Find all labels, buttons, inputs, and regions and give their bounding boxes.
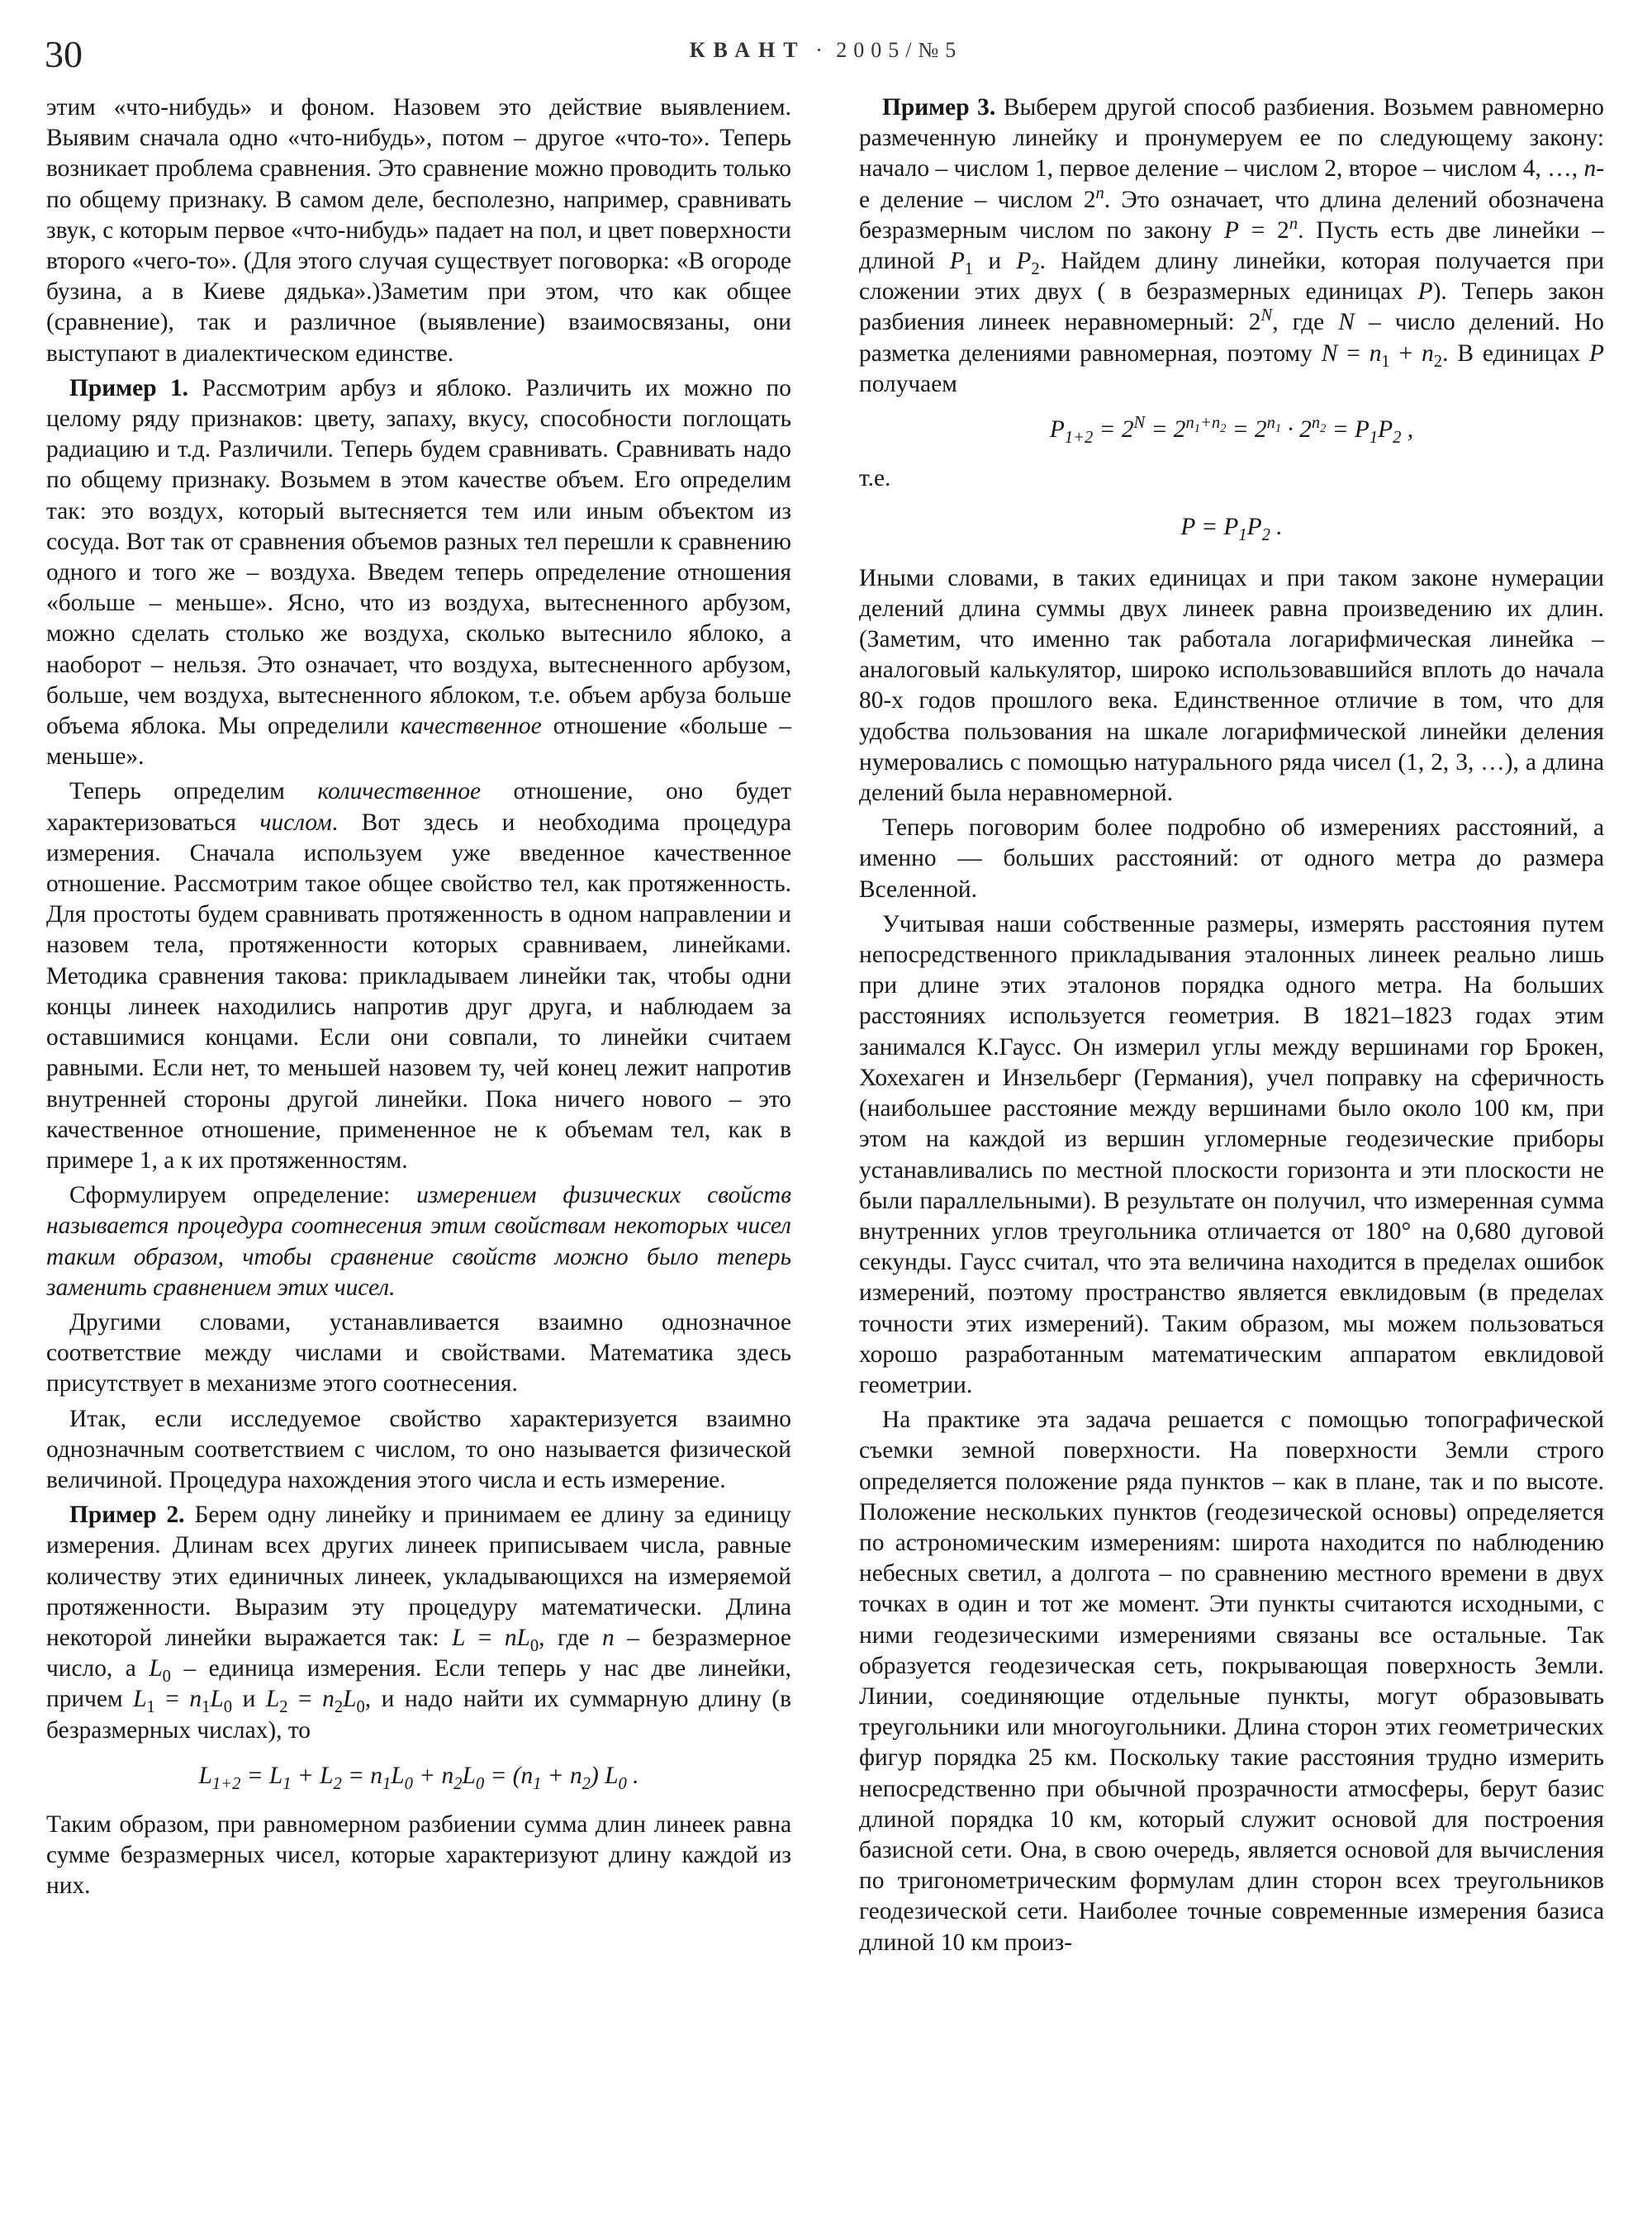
formula-result: $P = P_1P_2$ . (1180, 514, 1283, 545)
paragraph: Теперь определим количественное отношение, оно будет характеризоваться числом. Вот здесь и необходима процедура измерения. Сначала используем уже введенное качественное отношение. Рассмотрим такое общее свойство тел, как протяженность. Для простоты будем сравнивать протяженность в одном направлении и назовем тела, протяженности которых сравниваем, линейками. Методика сравнения такова: прикладываем линейки так, чтобы одни концы линеек находились напротив друг друга, и наблюдаем за оставшимися концами. Если они совпали, то линейки считаем равными. Если нет, то меньшей назовем ту, чей конец лежит напротив внутренней стороны другой линейки. Пока ничего нового – это качественное отношение, примененное не к объемам тел, как в примере 1, а к их протяженностям. (46, 778, 791, 1174)
issue-number: 2005/№5 (836, 38, 963, 62)
running-head-separator: · (815, 38, 827, 62)
paragraph: Иными словами, в таких единицах и при таком законе нумерации делений длина суммы двух линеек равна произведению их длин. (Заметим, что именно так работала логарифмическая линейка – аналоговый калькулятор, широко использовавшийся вплоть до начала 80-х годов прошлого века. Единственное отличие в том, что для удобства пользования на шкале логарифмической линейки деления нумеровались с помощью натурального ряда чисел (1, 2, 3, …), а длина делений была неравномерной. (859, 564, 1604, 807)
example-1-paragraph: Пример 1. Рассмотрим арбуз и яблоко. Различить их можно по целому ряду признаков: цвету, запаху, вкусу, способности поглощать радиацию и т.д. Различили. Теперь будем сравнивать. Сравнивать надо по общему признаку. Возьмем в этом качестве объем. Его определим так: это воздух, который вытесняется тем или иным объектом из сосуда. Вот так от сравнения объемов разных тел перешли к сравнению одного и того же – воздуха. Введем теперь определение отношения «больше – меньше». Ясно, что из воздуха, вытесненного арбузом, можно сделать столько же воздуха, сколько вытеснило яблоко, а наоборот – нельзя. Это означает, что воздуха, вытесненного арбузом, больше, чем воздуха, вытесненного яблоком, т.е. объем арбуза больше объема яблока. Мы определили качественное отношение «больше – меньше». (46, 374, 791, 771)
definition-paragraph: Сформулируем определение: измерением физических свойств называется процедура соотнесения этим свойствам некоторых чисел таким образом, чтобы сравнение свойств можно было теперь заменить сравнением этих чисел. (46, 1182, 791, 1301)
example-label: Пример 1. (69, 374, 189, 401)
paragraph: Таким образом, при равномерном разбиении сумма длин линеек равна сумме безразмерных чисел, которые характеризуют длину каждой из них. (46, 1810, 791, 1900)
example-label: Пример 2. (69, 1502, 185, 1529)
paragraph: Учитывая наши собственные размеры, измерять расстояния путем непосредственного прикладывания эталонных линеек реально лишь при длине этих эталонов порядка одного метра. На больших расстояниях используется геометрия. В 1821–1823 годах этим занимался К.Гаусс. Он измерил углы между вершинами гор Брокен, Хохехаген и Инзельберг (Германия), учел поправку на сферичность (наибольшее расстояние между вершинами было около 100 км, при этом на каждой из вершин угломерные геодезические приборы устанавливались по местной плоскости горизонта и эти плоскости не были параллельными). В результате он получил, что измеренная сумма внутренних углов треугольника отличается от 180° на 0,680 дуговой секунды. Гаусс считал, что эта величина находится в пределах ошибок измерений, поэтому пространство является евклидовым (в пределах точности этих измерений). Таким образом, мы можем пользоваться хорошо разработанным математическим аппаратом евклидовой геометрии. (859, 910, 1604, 1398)
left-column (46, 93, 791, 1906)
formula-product: $P_{1+2} = 2^N = 2^{n_1+n_2} = 2^{n_1} \cdot 2^{n_2} = P_1P_2$ , (1049, 414, 1414, 447)
page-header (0, 0, 1652, 91)
right-column (859, 93, 1604, 1962)
example-3-paragraph: Пример 3. Выберем другой способ разбиения. Возьмем равномерно размеченную линейку и пронумеруем ее по следующему закону: начало – числом 1, первое деление – числом 2, второе – числом 4, …, n-е деление – числом 2$^n$. Это означает, что длина делений обозначена безразмерным числом по закону $P = 2^n$. Пусть есть две линейки – длиной $P_1$ и $P_2$. Найдем длину линейки, которая получается при сложении этих двух ( в безразмерных единицах P). Теперь закон разбиения линеек неравномерный: $2^N$, где N – число делений. Но разметка делениями равномерная, поэтому $N = n_1 + n_2$. В единицах P получаем (859, 94, 1605, 397)
paragraph: Итак, если исследуемое свойство характеризуется взаимно однозначным соответствием с числом, то оно называется физической величиной. Процедура нахождения этого числа и есть измерение. (46, 1405, 791, 1493)
formula-sum-lengths: $L_{1+2} = L_1 + L_2 = n_1L_0 + n_2L_0 = (n_1 + n_2)$ $L_0$ . (198, 1762, 639, 1793)
journal-name: КВАНТ (689, 38, 806, 62)
page-number: 30 (45, 33, 83, 75)
example-2-paragraph: Пример 2. Берем одну линейку и принимаем ее длину за единицу измерения. Длинам всех других линеек приписываем числа, равные количеству этих единичных линеек, укладывающихся на измеряемой протяженности. Выразим эту процедуру математически. Длина некоторой линейки выражается так: $L = nL_0$, где n – безразмерное число, а $L_0$ – единица измерения. Если теперь у нас две линейки, причем $L_1 = n_1L_0$ и $L_2 = n_2L_0$, и надо найти их суммарную длину (в безразмерных числах), то (46, 1502, 791, 1744)
definition-text: измерением физических свойств называется процедура соотнесения этим свойствам некоторых чисел таким образом, чтобы сравнение свойств можно было теперь заменить сравнением этих чисел. (46, 1182, 791, 1301)
te-label: т.е. (859, 465, 891, 492)
paragraph: Теперь поговорим более подробно об измерениях расстояний, а именно — больших расстояний: от одного метра до размера Вселенной. (859, 814, 1604, 903)
running-head (0, 36, 1652, 64)
paragraph: этим «что-нибудь» и фоном. Назовем это действие выявлением. Выявим сначала одно «что-нибудь», потом – другое «что-то». Теперь возникает проблема сравнения. Это сравнение можно проводить только по общему признаку. В самом деле, бесполезно, например, сравнивать звук, с которым первое «что-нибудь» падает на пол, и цвет поверхности второго «чего-то». (Для этого случая существует поговорка: «В огороде бузина, а в Киеве дядька».)Заметим при этом, что как общее (сравнение), так и различное (выявление) взаимосвязаны, они выступают в диалектическом единстве. (46, 94, 791, 367)
paragraph: На практике эта задача решается с помощью топографической съемки земной поверхности. На поверхности Земли строго определяется положение ряда пунктов – как в плане, так и по высоте. Положение нескольких пунктов (геодезической основы) определяется по астрономическим измерениям: широта находится по наблюдению небесных светил, а долгота – по сравнению местного времени в двух точках в один и тот же момент. Эти пункты считаются исходными, с ними геодезическими измерениями связаны все остальные. Так образуется геодезическая сеть, покрывающая поверхность Земли. Линии, соединяющие отдельные пункты, могут образовывать треугольники или многоугольники. Длина сторон этих геометрических фигур порядка 25 км. Поскольку такие расстояния трудно измерить непосредственно при обычной прозрачности атмосферы, берут базис длиной порядка 10 км, который служит основой для построения базисной сети. Она, в свою очередь, является основой для вычисления по тригонометрическим формулам длин сторон всех треугольников геодезической сети. Наиболее точные современные измерения базиса длиной 10 км произ- (859, 1407, 1604, 1956)
example-label: Пример 3. (882, 94, 996, 121)
paragraph: Другими словами, устанавливается взаимно однозначное соответствие между числами и свойствами. Математика здесь присутствует в механизме этого соотнесения. (46, 1308, 791, 1397)
